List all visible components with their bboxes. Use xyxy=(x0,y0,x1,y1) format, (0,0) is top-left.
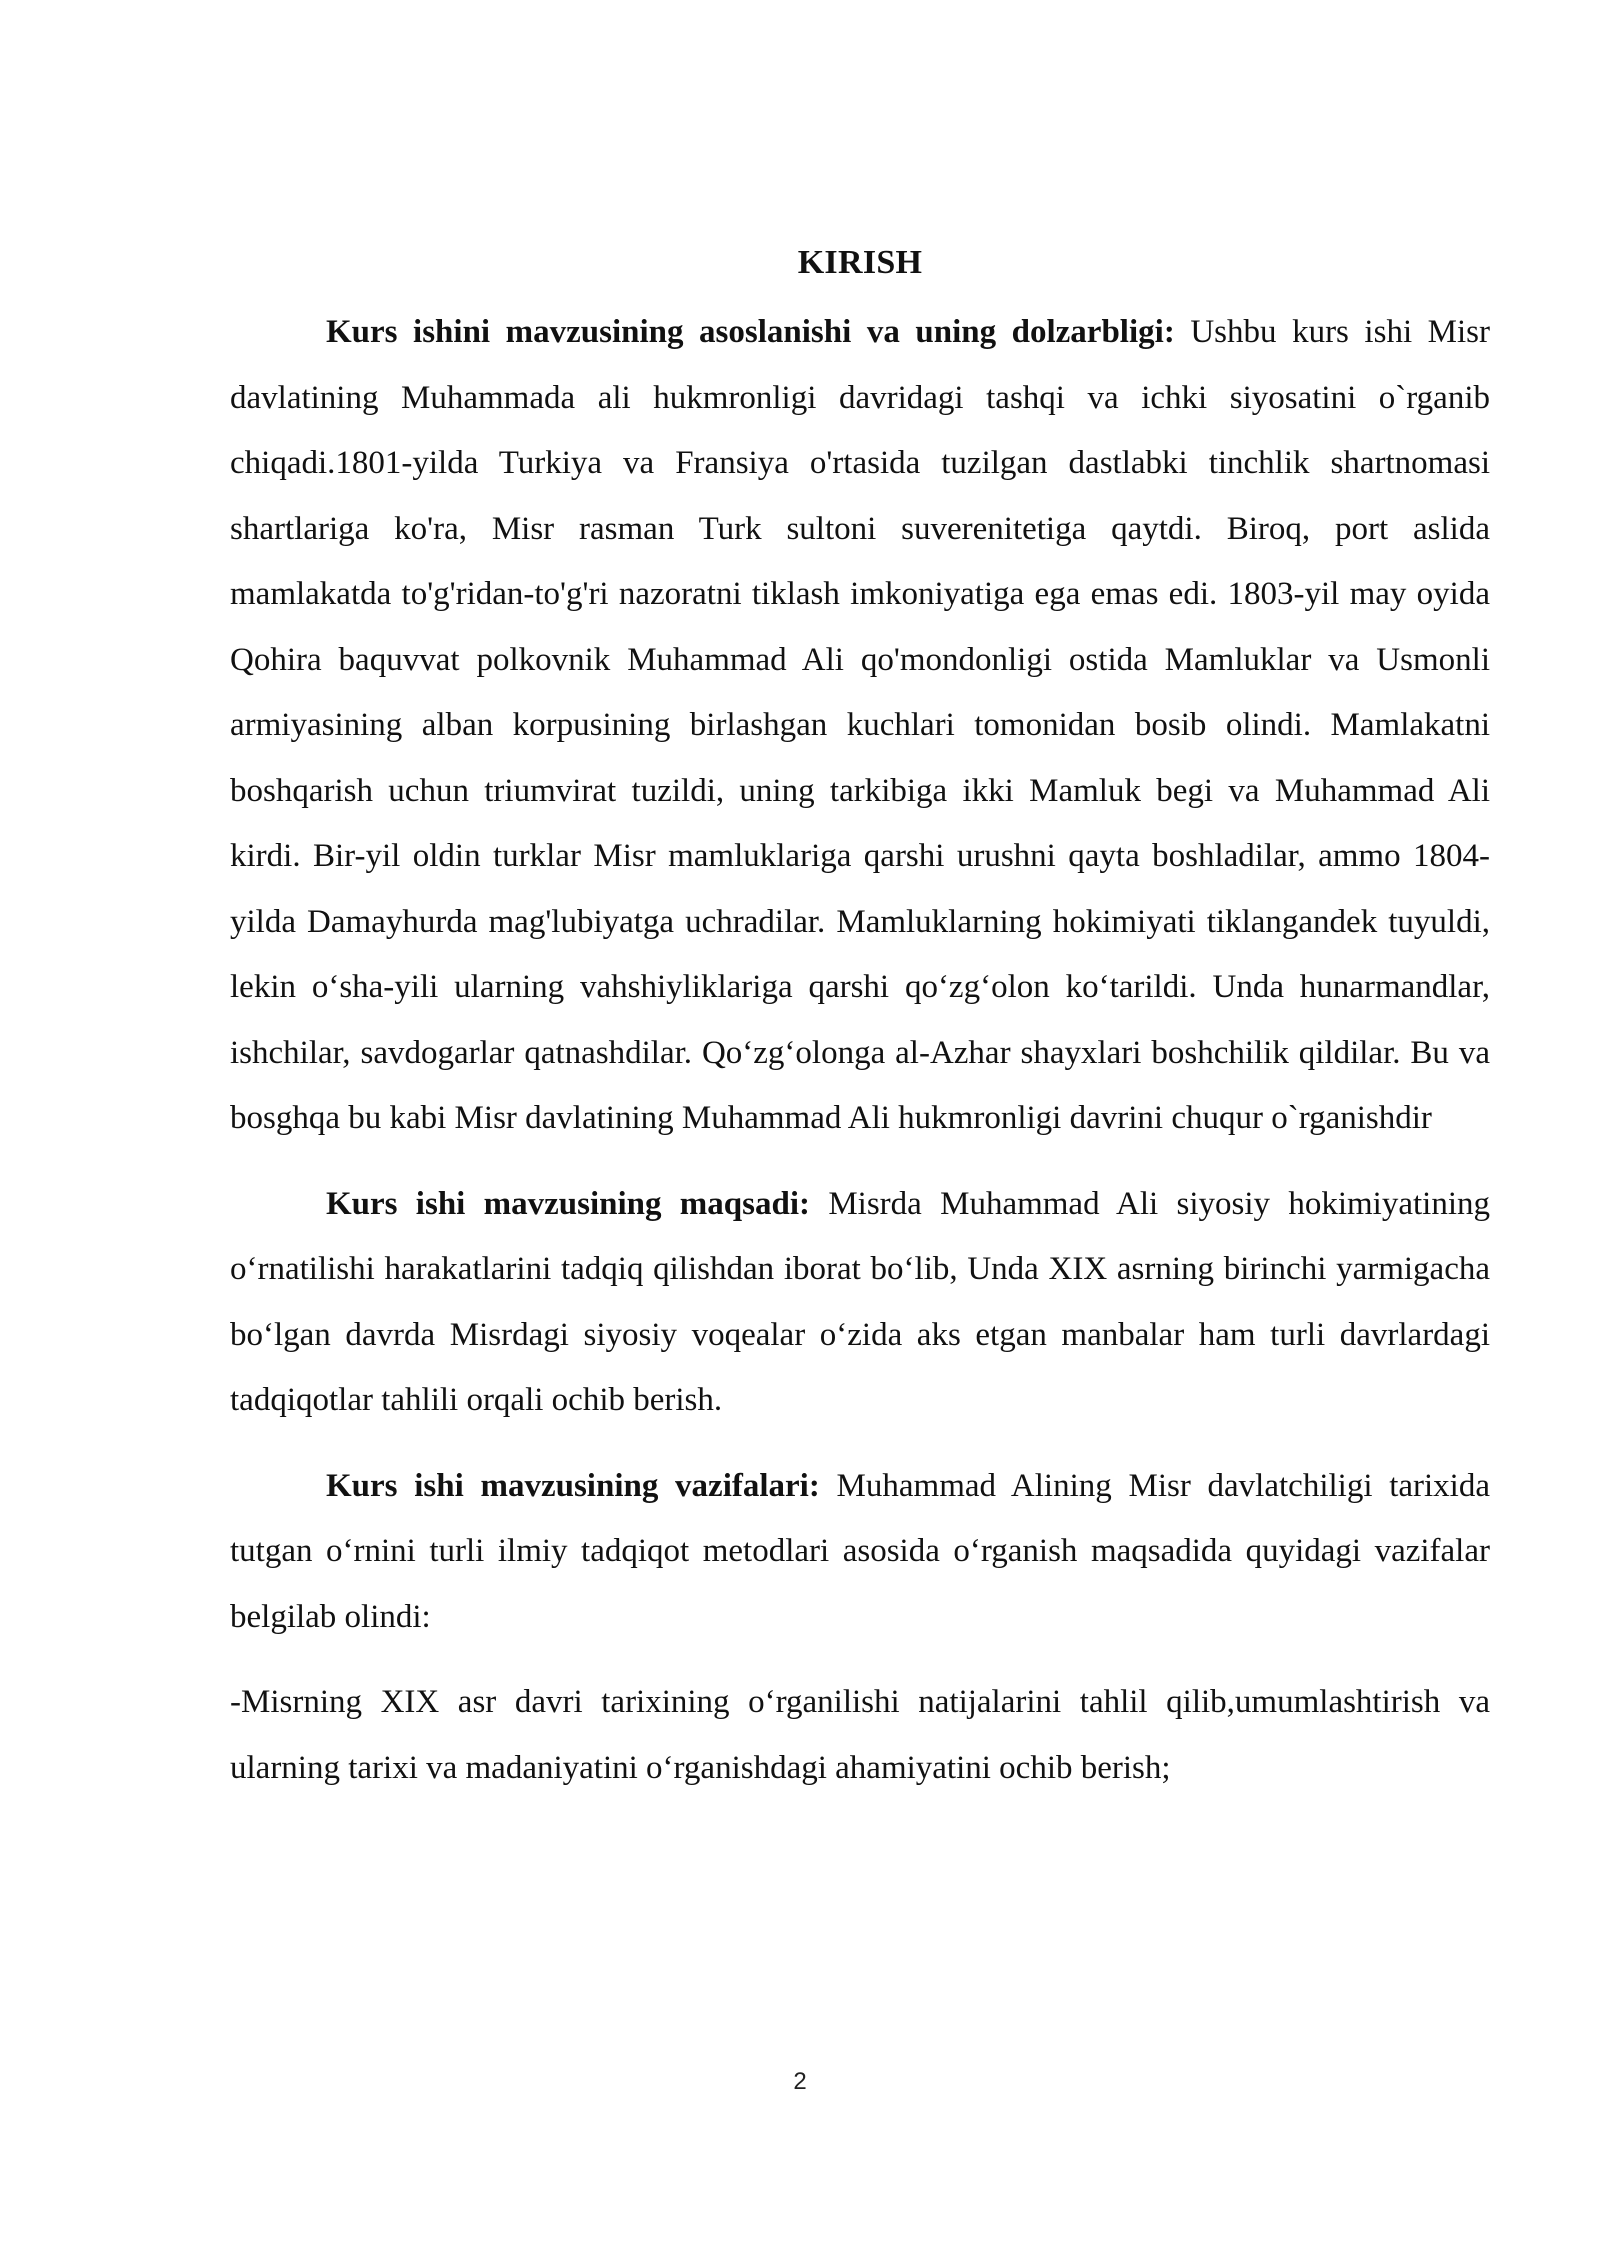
paragraph-task-item xyxy=(230,1670,1490,1801)
page-number: 2 xyxy=(793,2068,807,2095)
paragraph-lead: Kurs ishini mavzusining asoslanishi va uning dolzarbligi: xyxy=(326,314,1175,350)
page-content xyxy=(230,238,1490,1821)
paragraph-tasks xyxy=(230,1454,1490,1651)
paragraph-goal xyxy=(230,1172,1490,1434)
paragraph-body: Ushbu kurs ishi Misr davlatining Muhammada ali hukmronligi davridagi tashqi va ichki siyosatini o`rganib chiqadi.1801-yilda Turkiya va Fransiya o'rtasida tuzilgan dastlabki tinchlik shartnomasi shartlariga ko'ra, Misr rasman Turk sultoni suverenitetiga qaytdi. Biroq, port aslida mamlakatda to'g'ridan-to'g'ri nazoratni tiklash imkoniyatiga ega emas edi. 1803-yil may oyida Qohira baquvvat polkovnik Muhammad Ali qo'mondonligi ostida Mamluklar va Usmonli armiyasining alban korpusining birlashgan kuchlari tomonidan bosib olindi. Mamlakatni boshqarish uchun triumvirat tuzildi, uning tarkibiga ikki Mamluk begi va Muhammad Ali kirdi. Bir-yil oldin turklar Misr mamluklariga qarshi urushni qayta boshladilar, ammo 1804-yilda Damayhurda mag'lubiyatga uchradilar. Mamluklarning hokimiyati tiklangandek tuyuldi, lekin o‘sha-yili ularning vahshiyliklariga qarshi qo‘zg‘olon ko‘tarildi. Unda hunarmandlar, ishchilar, savdogarlar qatnashdilar. Qo‘zg‘olonga al-Azhar shayxlari boshchilik qildilar. Bu va bosghqa bu kabi Misr davlatining Muhammad Ali hukmronligi davrini chuqur o`rganishdir xyxy=(230,314,1490,1136)
paragraph-body: Muhammad Alining Misr davlatchiligi tarixida tutgan o‘rnini turli ilmiy tadqiqot metodlari asosida o‘rganish maqsadida quyidagi vazifalar belgilab olindi: xyxy=(230,1467,1490,1635)
paragraph-lead: Kurs ishi mavzusining maqsadi: xyxy=(326,1185,811,1222)
paragraph-body: -Misrning XIX asr davri tarixining o‘rganilishi natijalarini tahlil qilib,umumlashtirish va ularning tarixi va madaniyatini o‘rganishdagi ahamiyatini ochib berish; xyxy=(230,1684,1490,1786)
section-heading: KIRISH xyxy=(797,244,923,281)
paragraph-lead: Kurs ishi mavzusining vazifalari: xyxy=(326,1467,820,1504)
paragraph-body: Misrda Muhammad Ali siyosiy hokimiyatining o‘rnatilishi harakatlarini tadqiq qilishdan iborat bo‘lib, Unda XIX asrning birinchi yarmigacha bo‘lgan davrda Misrdagi siyosiy voqealar o‘zida aks etgan manbalar ham turli davrlardagi tadqiqotlar tahlili orqali ochib berish. xyxy=(230,1185,1490,1418)
paragraph-relevance xyxy=(230,300,1490,1152)
